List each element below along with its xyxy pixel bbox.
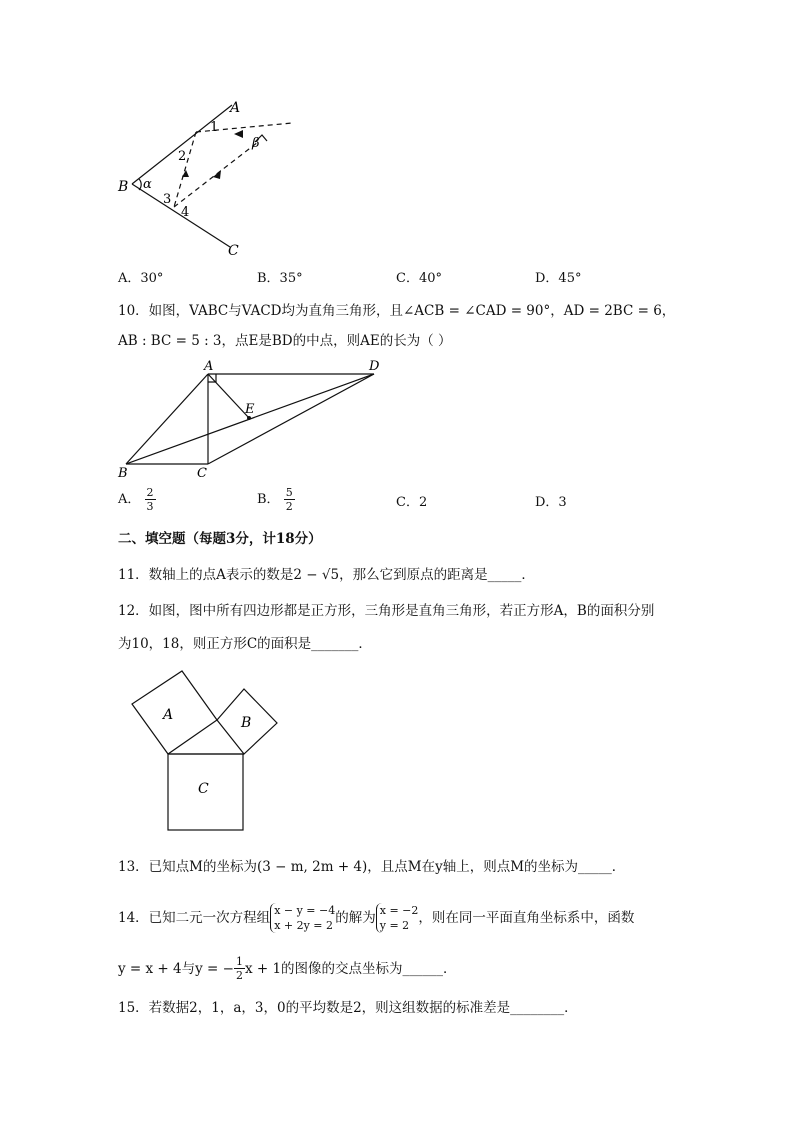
q14-fraction-denominator: 2 — [235, 969, 243, 982]
q12-text-line1: 12．如图，图中所有四边形都是正方形，三角形是直角三角形，若正方形A，B的面积分别 — [118, 603, 655, 619]
q10-option-a-fraction — [145, 486, 156, 513]
q10-option-a — [118, 486, 156, 513]
q14-text-line2 — [118, 955, 457, 982]
q10-option-d: D．3 — [535, 495, 567, 510]
q9-label-1: 1 — [210, 120, 219, 135]
q9-label-alpha: α — [143, 177, 152, 192]
q10-option-a-prefix: A． — [118, 492, 141, 507]
q9-option-d: D．45° — [535, 271, 582, 286]
q14-solution-y: y = 2 — [379, 919, 410, 932]
q14-suffix: ，则在同一平面直角坐标系中，函数 — [418, 910, 635, 926]
q9-label-3: 3 — [163, 192, 172, 207]
q9-label-b: B — [118, 179, 129, 195]
q9-label-beta: β — [252, 136, 260, 151]
q11-text: 11．数轴上的点A表示的数是2 − √5，那么它到原点的距离是_____． — [118, 567, 535, 583]
q9-option-c: C．40° — [396, 271, 442, 286]
q9-label-c: C — [228, 243, 239, 259]
q10-text-line2: AB : BC = 5 : 3，点E是BD的中点，则AE的长为（ ） — [118, 333, 452, 349]
q9-label-a: A — [230, 100, 241, 116]
q10-figure — [112, 356, 392, 481]
q14-equation-system — [270, 903, 335, 933]
q14-line2-start: y = x + 4与y = − — [118, 960, 234, 977]
q15-text: 15．若数据2，1，a，3，0的平均数是2，则这组数据的标准差是________． — [118, 1000, 578, 1016]
q14-equation-2: x + 2y = 2 — [274, 919, 334, 932]
q9-label-4: 4 — [181, 205, 190, 220]
q10-option-b-fraction — [284, 486, 295, 513]
q9-option-b: B．35° — [257, 271, 303, 286]
q9-label-2: 2 — [178, 149, 187, 164]
q14-line2-end: x + 1的图像的交点坐标为______． — [244, 960, 457, 977]
q9-option-a: A．30° — [118, 271, 164, 286]
q10-text-line1: 10．如图，VABC与VACD均为直角三角形，且∠ACB = ∠CAD = 90°，AD = 2BC = 6， — [118, 303, 676, 319]
q10-option-b-prefix: B． — [257, 492, 280, 507]
q13-text: 13．已知点M的坐标为(3 − m, 2m + 4)，且点M在y轴上，则点M的坐标为_____． — [118, 859, 626, 875]
q14-equation-1: x − y = −4 — [274, 904, 336, 917]
q10-option-b-numerator: 5 — [285, 486, 293, 499]
q14-fraction-numerator: 1 — [235, 955, 243, 968]
q10-label-a: A — [204, 359, 214, 374]
q12-label-b: B — [241, 715, 252, 731]
q14-fraction — [234, 955, 245, 982]
q10-label-c: C — [197, 466, 207, 481]
q10-option-b — [257, 486, 295, 513]
q14-text-line1 — [118, 898, 634, 938]
q14-solution-x: x = −2 — [379, 904, 419, 917]
q10-option-b-denominator: 2 — [285, 500, 293, 513]
q10-label-e: E — [245, 402, 255, 417]
q9-figure — [112, 95, 312, 260]
q14-middle: 的解为 — [335, 910, 376, 926]
q12-label-c: C — [198, 781, 209, 797]
q10-label-b: B — [118, 466, 128, 481]
q12-label-a: A — [163, 707, 174, 723]
q10-option-a-denominator: 3 — [146, 500, 154, 513]
q10-label-d: D — [369, 359, 380, 374]
q14-solution-system — [376, 903, 419, 933]
q10-option-a-numerator: 2 — [146, 486, 154, 499]
q12-text-line2: 为10，18，则正方形C的面积是_______． — [118, 636, 372, 652]
q14-prefix: 14．已知二元一次方程组 — [118, 910, 271, 926]
q12-figure — [125, 668, 285, 838]
section-fill-in-heading: 二、填空题（每题3分，计18分） — [118, 531, 322, 547]
q10-option-c: C．2 — [396, 495, 428, 510]
